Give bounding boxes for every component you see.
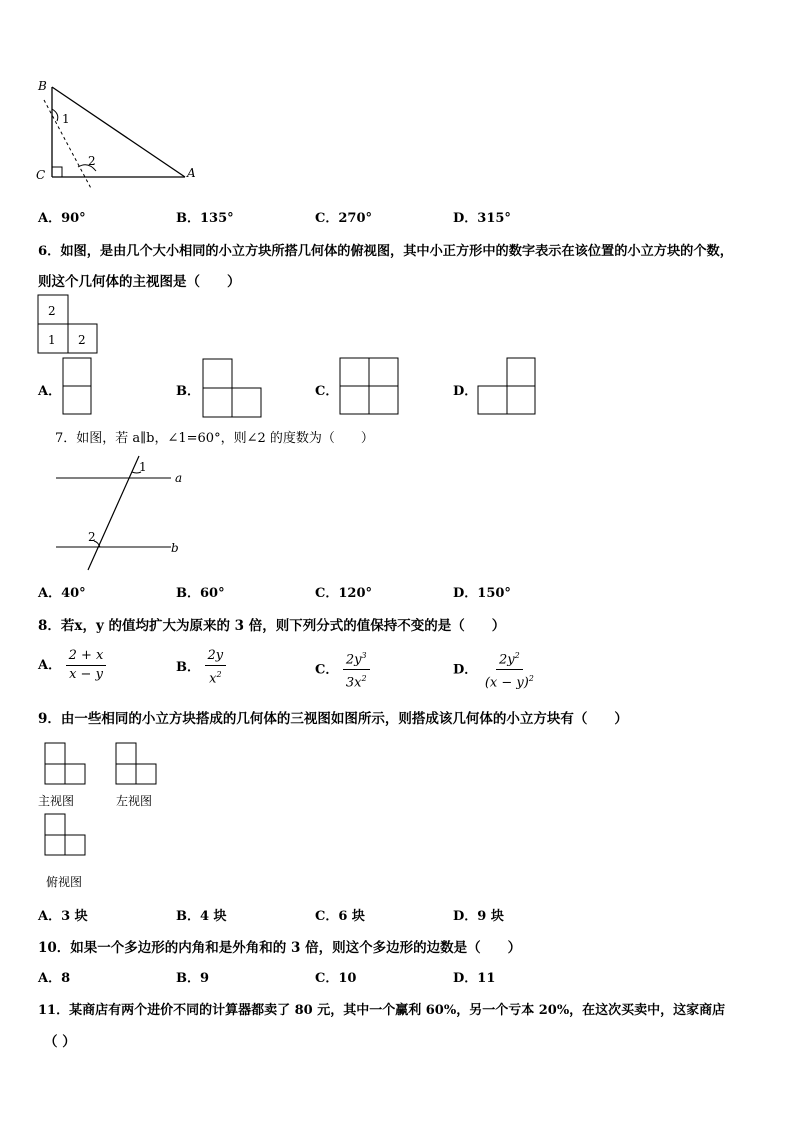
q6-option-a-label[interactable]: A． <box>38 384 62 399</box>
q11-stem-line2: （ ） <box>44 1034 76 1050</box>
q10-option-d[interactable]: D．11 <box>453 971 496 986</box>
q5-option-a[interactable]: A．90° <box>38 211 86 226</box>
q8-option-d-fraction <box>482 648 537 692</box>
q9-option-a[interactable]: A．3 块 <box>38 909 88 924</box>
q5-option-d[interactable]: D．315° <box>453 211 511 226</box>
q8-option-b-denominator <box>206 666 224 687</box>
q11-stem-line1: 11．某商店有两个进价不同的计算器都卖了 80 元，其中一个赢利 60%，另一个亏本 20%，在这次买卖中，这家商店 <box>38 1003 726 1018</box>
q5-label-angle1: 1 <box>62 112 70 126</box>
q6-stem-line1: 6．如图，是由几个大小相同的小立方块所搭几何体的俯视图，其中小正方形中的数字表示在该位置的小立方块的个数， <box>38 244 733 259</box>
q8-option-c-num-base: 2y <box>345 652 362 668</box>
q5-option-b[interactable]: B．135° <box>176 211 234 226</box>
q10-option-a[interactable]: A．8 <box>38 971 71 986</box>
q8-option-a[interactable] <box>38 648 106 683</box>
q9-left-view <box>115 742 159 786</box>
q6-option-d-label[interactable]: D． <box>453 384 478 399</box>
q9-left-view-label: 左视图 <box>116 794 153 808</box>
q8-stem: 8．若x，y 的值均扩大为原来的 3 倍，则下列分式的值保持不变的是（ ） <box>38 618 506 634</box>
q6-option-a-figure[interactable] <box>62 357 92 415</box>
q7-parallel-lines-figure <box>50 452 190 574</box>
q8-option-b[interactable] <box>176 648 226 687</box>
q9-option-d[interactable]: D．9 块 <box>453 909 504 924</box>
q8-option-b-numerator: 2y <box>205 648 227 666</box>
q8-option-c-num-exp: 3 <box>361 651 367 660</box>
q5-option-c[interactable]: C．270° <box>315 211 372 226</box>
q6-top-view-cell-2: 1 <box>48 333 56 347</box>
q7-label-a: a <box>175 471 183 485</box>
q8-option-c-den-base: 3x <box>345 675 362 691</box>
q8-option-d-numerator <box>496 648 523 670</box>
q8-option-d-denominator <box>482 670 537 691</box>
q5-label-A: A <box>187 166 196 180</box>
q8-option-b-den-base: x <box>209 671 217 687</box>
q8-option-d-num-base: 2y <box>498 652 515 668</box>
q8-option-d-den-exp: 2 <box>528 674 534 684</box>
q6-top-view <box>37 294 99 356</box>
q8-option-c-denominator <box>343 670 370 691</box>
q8-option-b-fraction <box>205 648 227 687</box>
q7-option-c[interactable]: C．120° <box>315 586 372 601</box>
q8-option-a-label: A． <box>38 658 62 673</box>
q6-option-c-label[interactable]: C． <box>315 384 339 399</box>
q8-option-a-numerator: 2 + x <box>66 648 107 666</box>
q8-option-c-den-exp: 2 <box>361 674 367 684</box>
q5-label-angle2: 2 <box>88 154 96 168</box>
q7-stem: 7．如图，若 a∥b，∠1=60°，则∠2 的度数为（ ） <box>55 431 374 446</box>
q6-option-b-label[interactable]: B． <box>176 384 200 399</box>
q6-option-b-figure[interactable] <box>202 358 262 418</box>
q7-option-b[interactable]: B．60° <box>176 586 225 601</box>
q9-top-view <box>44 813 88 857</box>
q9-option-c[interactable]: C．6 块 <box>315 909 365 924</box>
q9-option-b[interactable]: B．4 块 <box>176 909 227 924</box>
q8-option-d-label: D． <box>453 662 478 678</box>
q10-option-c[interactable]: C．10 <box>315 971 357 986</box>
q7-option-d[interactable]: D．150° <box>453 586 511 601</box>
q8-option-a-denominator: x − y <box>69 667 103 682</box>
q7-label-angle1: 1 <box>139 460 147 474</box>
q8-option-c[interactable] <box>315 648 370 692</box>
q9-top-view-label: 俯视图 <box>46 875 83 889</box>
q8-option-b-den-exp: 2 <box>216 670 222 679</box>
q10-option-b[interactable]: B．9 <box>176 971 210 986</box>
q8-option-d[interactable] <box>453 648 537 692</box>
q6-option-d-figure[interactable] <box>477 357 537 415</box>
q9-front-view-label: 主视图 <box>38 794 75 808</box>
q9-stem: 9．由一些相同的小立方块搭成的几何体的三视图如图所示，则搭成该几何体的小立方块有（ ） <box>38 711 628 727</box>
q8-option-c-fraction <box>343 648 370 692</box>
q6-stem-line2: 则这个几何体的主视图是（ ） <box>38 274 241 290</box>
q5-label-B: B <box>38 79 47 93</box>
q6-option-c-figure[interactable] <box>339 357 399 415</box>
q5-label-C: C <box>36 168 46 182</box>
q5-triangle-figure <box>30 76 210 188</box>
q6-top-view-cell-1: 2 <box>48 304 56 318</box>
q8-option-d-den-base: (x − y) <box>484 675 529 691</box>
q7-label-angle2: 2 <box>88 530 96 544</box>
q7-option-a[interactable]: A．40° <box>38 586 86 601</box>
q8-option-b-label: B． <box>176 660 200 676</box>
q6-top-view-cell-3: 2 <box>78 333 86 347</box>
q8-option-c-label: C． <box>315 662 339 678</box>
q8-option-d-num-exp: 2 <box>514 651 520 660</box>
q8-option-a-fraction <box>66 648 107 683</box>
q8-option-c-numerator <box>343 648 370 670</box>
q10-stem: 10．如果一个多边形的内角和是外角和的 3 倍，则这个多边形的边数是（ ） <box>38 940 522 956</box>
q9-front-view <box>44 742 88 786</box>
q7-label-b: b <box>171 541 179 555</box>
